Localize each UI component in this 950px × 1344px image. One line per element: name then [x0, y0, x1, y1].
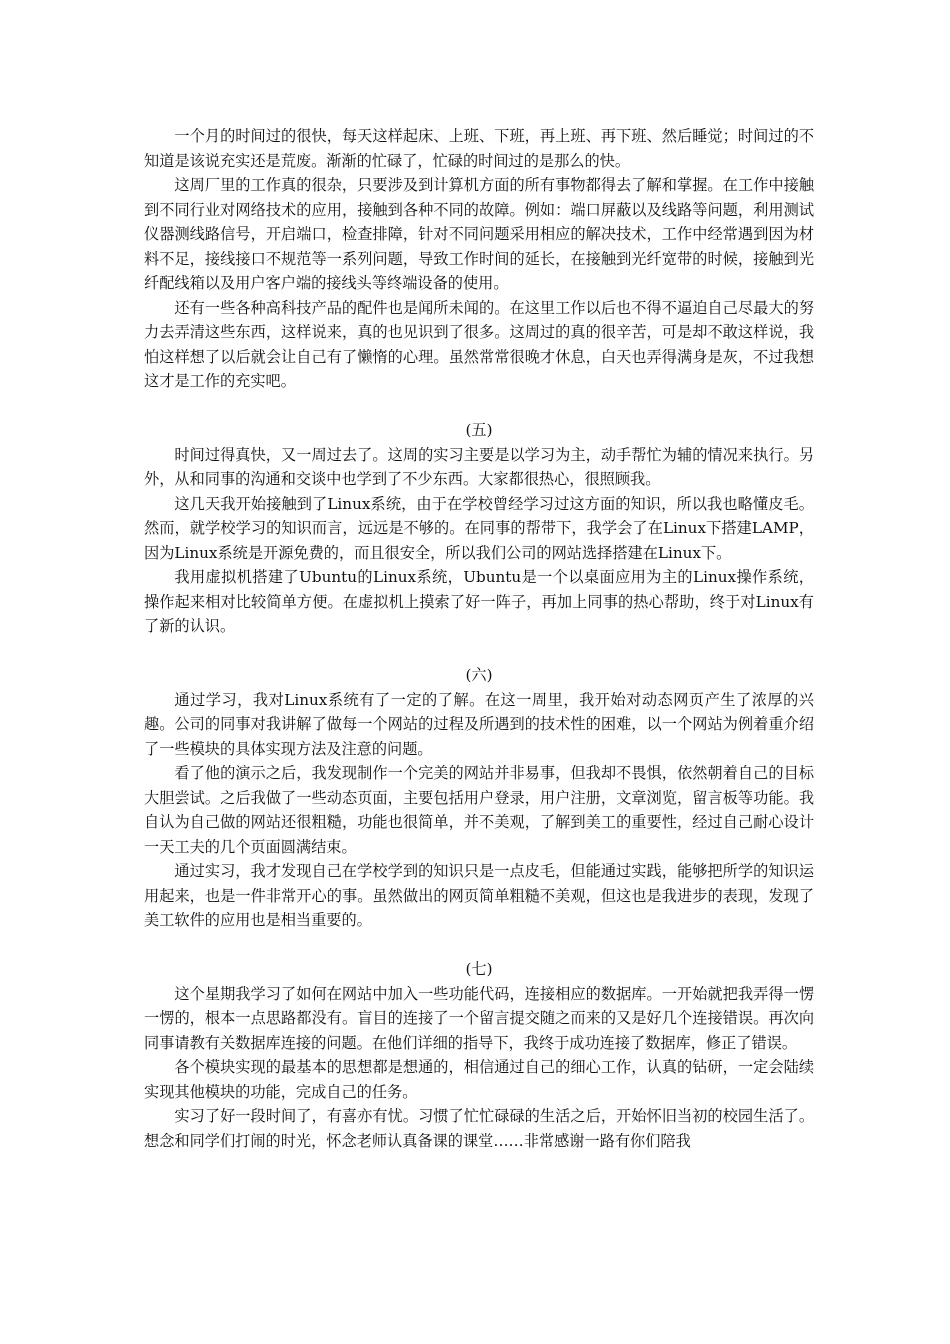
paragraph: 实习了好一段时间了，有喜亦有忧。习惯了忙忙碌碌的生活之后，开始怀旧当初的校园生活了。想念和同学们打闹的时光，怀念老师认真备课的课堂……非常感谢一路有你们陪我: [144, 1107, 814, 1150]
paragraph: 时间过得真快，又一周过去了。这周的实习主要是以学习为主，动手帮忙为辅的情况来执行。另外，从和同事的沟通和交谈中也学到了不少东西。大家都很热心，很照顾我。: [144, 445, 814, 488]
paragraph: 一个月的时间过的很快，每天这样起床、上班、下班，再上班、再下班、然后睡觉；时间过的不知道是该说充实还是荒废。渐渐的忙碌了，忙碌的时间过的是那么的快。: [144, 127, 814, 170]
paragraph: 看了他的演示之后，我发现制作一个完美的网站并非易事，但我却不畏惧，依然朝着自己的目标大胆尝试。之后我做了一些动态页面，主要包括用户登录，用户注册，文章浏览，留言板等功能。我自认为自己做的网站还很粗糙，功能也很简单，并不美观，了解到美工的重要性，经过自己耐心设计一天工夫的几个页面圆满结束。: [144, 764, 814, 856]
paragraph: 我用虚拟机搭建了Ubuntu的Linux系统，Ubuntu是一个以桌面应用为主的Linux操作系统，操作起来相对比较简单方便。在虚拟机上摸索了好一阵子，再加上同事的热心帮助，终于对Linux有了新的认识。: [144, 568, 814, 635]
paragraph: 还有一些各种高科技产品的配件也是闻所未闻的。在这里工作以后也不得不逼迫自己尽最大的努力去弄清这些东西，这样说来，真的也见识到了很多。这周过的真的很辛苦，可是却不敢这样说，我怕这样想了以后就会让自己有了懒惰的心理。虽然常常很晚才休息，白天也弄得满身是灰，不过我想这才是工作的充实吧。: [144, 298, 814, 390]
paragraph: 通过学习，我对Linux系统有了一定的了解。在这一周里，我开始对动态网页产生了浓厚的兴趣。公司的同事对我讲解了做每一个网站的过程及所遇到的技术性的困难，以一个网站为例着重介绍了一些模块的具体实现方法及注意的问题。: [144, 690, 814, 758]
section-heading: (六): [465, 666, 493, 684]
paragraph: 这个星期我学习了如何在网站中加入一些功能代码，连接相应的数据库。一开始就把我弄得一愣一愣的，根本一点思路都没有。盲目的连接了一个留言提交随之而来的又是好几个连接错误。再次向同事请教有关数据库连接的问题。在他们详细的指导下，我终于成功连接了数据库，修正了错误。: [144, 984, 814, 1052]
paragraph: 这周厂里的工作真的很杂，只要涉及到计算机方面的所有事物都得去了解和掌握。在工作中接触到不同行业对网络技术的应用，接触到各种不同的故障。例如：端口屏蔽以及线路等问题，利用测试仪器测线路信号，开启端口，检查排障，针对不同问题采用相应的解决技术，工作中经常遇到因为材料不足，接线接口不规范等一系列问题，导致工作时间的延长，在接触到光纤宽带的时候，接触到光纤配线箱以及用户客户端的接线头等终端设备的使用。: [144, 176, 814, 292]
paragraph: 通过实习，我才发现自己在学校学到的知识只是一点皮毛，但能通过实践，能够把所学的知识运用起来，也是一件非常开心的事。虽然做出的网页简单粗糙不美观，但这也是我进步的表现，发现了美工软件的应用也是相当重要的。: [144, 862, 814, 929]
section-heading: (五): [465, 421, 493, 439]
paragraph: 这几天我开始接触到了Linux系统，由于在学校曾经学习过这方面的知识，所以我也略懂皮毛。然而，就学校学习的知识而言，远远是不够的。在同事的帮带下，我学会了在Linux下搭建LAMP，因为Linux系统是开源免费的，而且很安全，所以我们公司的网站选择搭建在Linux下。: [144, 494, 814, 562]
paragraph: 各个模块实现的最基本的思想都是想通的，相信通过自己的细心工作，认真的钻研，一定会陆续实现其他模块的功能，完成自己的任务。: [144, 1058, 814, 1101]
document-page: [144, 124, 814, 1153]
section-heading: (七): [465, 960, 493, 978]
